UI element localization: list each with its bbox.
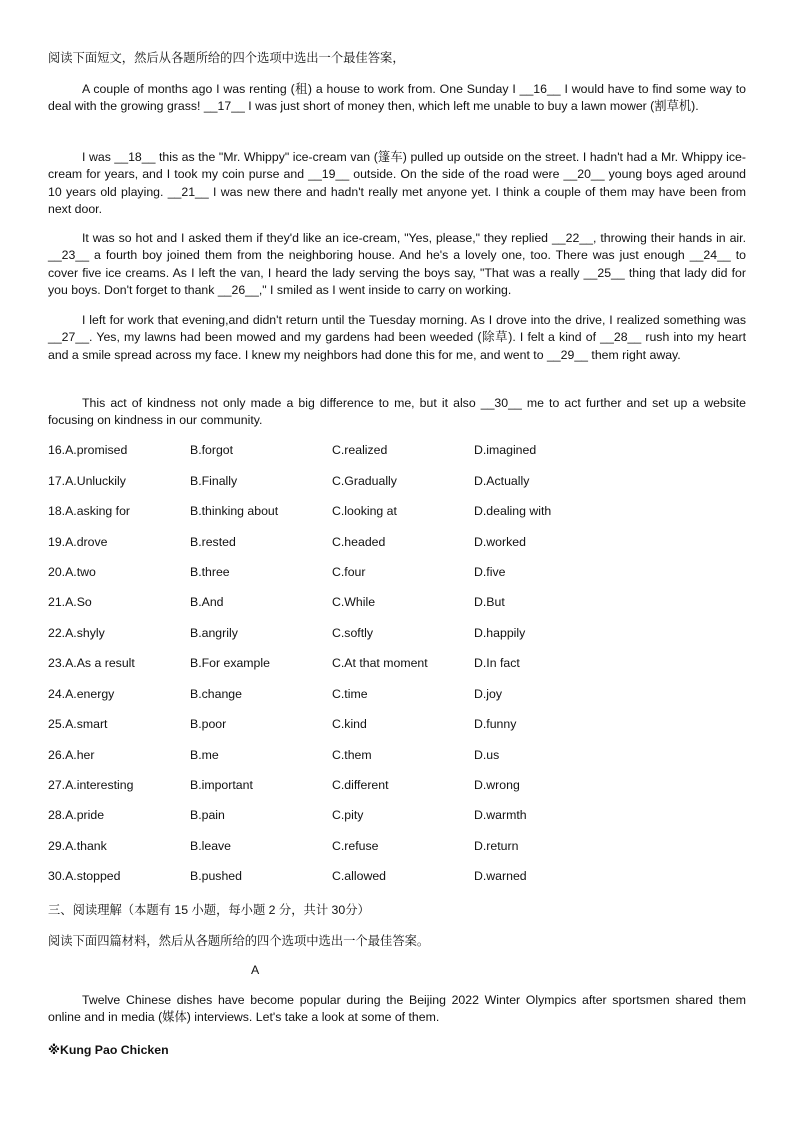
option-25-c: C.kind: [332, 717, 367, 731]
question-17-options: [48, 474, 748, 492]
option-23-b: B.For example: [190, 656, 270, 670]
question-19-options: [48, 535, 748, 553]
option-20-d: D.five: [474, 565, 506, 579]
option-27-c: C.different: [332, 778, 389, 792]
question-27-options: [48, 778, 748, 796]
paragraph-4: I left for work that evening,and didn't return until the Tuesday morning. As I drove into the drive, I realized something was __27__. Yes, my lawns had been mowed and my gardens had been weeded (除草). I felt a kind of __28__ rush into my heart and a smile spread across my face. I knew my neighbors had done this for me, and went to __29__ them right away.: [48, 313, 746, 362]
option-30-d: D.warned: [474, 869, 527, 883]
option-30-b: B.pushed: [190, 869, 242, 883]
option-28-b: B.pain: [190, 808, 225, 822]
option-17-a: 17.A.Unluckily: [48, 474, 126, 488]
option-19-c: C.headed: [332, 535, 386, 549]
section-heading: 三、阅读理解（本题有 15 小题，每小题 2 分，共计 30分）: [48, 903, 370, 917]
option-23-a: 23.A.As a result: [48, 656, 135, 670]
option-24-b: B.change: [190, 687, 242, 701]
question-16-options: [48, 443, 748, 461]
option-16-b: B.forgot: [190, 443, 234, 457]
option-18-c: C.looking at: [332, 504, 397, 518]
option-22-c: C.softly: [332, 626, 373, 640]
option-27-d: D.wrong: [474, 778, 520, 792]
option-28-a: 28.A.pride: [48, 808, 105, 822]
dish-heading: ※Kung Pao Chicken: [48, 1043, 169, 1057]
paragraph-2: I was __18__ this as the "Mr. Whippy" ice-cream van (篷车) pulled up outside on the street. I hadn't had a Mr. Whippy ice-cream for years, and I took my coin purse and __19__ outside. On the side of the road were __20__ young boys aged around 10 years old playing. __21__ I was new there and hadn't really met anyone yet. I think a couple of them may have been from next door.: [48, 150, 746, 217]
passage-label: A: [251, 963, 260, 977]
option-16-a: 16.A.promised: [48, 443, 128, 457]
option-29-d: D.return: [474, 839, 519, 853]
paragraph-1: A couple of months ago I was renting (租) a house to work from. One Sunday I __16__ I would have to find some way to deal with the growing grass! __17__ I was just short of money then, which left me unable to buy a lawn mower (割草机).: [48, 82, 746, 114]
option-17-d: D.Actually: [474, 474, 530, 488]
option-22-d: D.happily: [474, 626, 526, 640]
question-30-options: [48, 869, 748, 887]
option-20-b: B.three: [190, 565, 230, 579]
option-30-c: C.allowed: [332, 869, 386, 883]
option-19-a: 19.A.drove: [48, 535, 108, 549]
option-24-a: 24.A.energy: [48, 687, 115, 701]
question-29-options: [48, 839, 748, 857]
option-24-c: C.time: [332, 687, 368, 701]
option-18-d: D.dealing with: [474, 504, 552, 518]
option-28-d: D.warmth: [474, 808, 527, 822]
option-29-b: B.leave: [190, 839, 232, 853]
option-18-b: B.thinking about: [190, 504, 279, 518]
question-20-options: [48, 565, 748, 583]
option-26-a: 26.A.her: [48, 748, 95, 762]
passage-a-intro: Twelve Chinese dishes have become popular during the Beijing 2022 Winter Olympics after sportsmen shared them online and in media (媒体) interviews. Let's take a look at some of them.: [48, 993, 746, 1025]
option-23-d: D.In fact: [474, 656, 520, 670]
option-27-b: B.important: [190, 778, 253, 792]
question-18-options: [48, 504, 748, 522]
option-20-c: C.four: [332, 565, 366, 579]
option-17-c: C.Gradually: [332, 474, 397, 488]
instruction-text-2: 阅读下面四篇材料，然后从各题所给的四个选项中选出一个最佳答案。: [48, 934, 430, 948]
question-23-options: [48, 656, 748, 674]
option-17-b: B.Finally: [190, 474, 238, 488]
option-23-c: C.At that moment: [332, 656, 428, 670]
option-18-a: 18.A.asking for: [48, 504, 131, 518]
option-21-c: C.While: [332, 595, 376, 609]
option-30-a: 30.A.stopped: [48, 869, 121, 883]
option-25-a: 25.A.smart: [48, 717, 108, 731]
option-26-b: B.me: [190, 748, 219, 762]
option-24-d: D.joy: [474, 687, 503, 701]
option-16-d: D.imagined: [474, 443, 537, 457]
option-21-b: B.And: [190, 595, 224, 609]
option-29-c: C.refuse: [332, 839, 379, 853]
question-21-options: [48, 595, 748, 613]
option-21-d: D.But: [474, 595, 505, 609]
question-25-options: [48, 717, 748, 735]
option-26-c: C.them: [332, 748, 372, 762]
option-21-a: 21.A.So: [48, 595, 92, 609]
option-20-a: 20.A.two: [48, 565, 96, 579]
option-27-a: 27.A.interesting: [48, 778, 134, 792]
option-22-a: 22.A.shyly: [48, 626, 105, 640]
question-24-options: [48, 687, 748, 705]
option-25-b: B.poor: [190, 717, 227, 731]
question-26-options: [48, 748, 748, 766]
option-28-c: C.pity: [332, 808, 364, 822]
instruction-text: 阅读下面短文，然后从各题所给的四个选项中选出一个最佳答案，: [48, 51, 405, 65]
option-25-d: D.funny: [474, 717, 517, 731]
option-19-b: B.rested: [190, 535, 236, 549]
question-22-options: [48, 626, 748, 644]
question-28-options: [48, 808, 748, 826]
option-22-b: B.angrily: [190, 626, 238, 640]
paragraph-5: This act of kindness not only made a big difference to me, but it also __30__ me to act further and set up a website focusing on kindness in our community.: [48, 396, 746, 428]
option-19-d: D.worked: [474, 535, 526, 549]
option-29-a: 29.A.thank: [48, 839, 107, 853]
option-26-d: D.us: [474, 748, 500, 762]
paragraph-3: It was so hot and I asked them if they'd like an ice-cream, "Yes, please," they replied __22__, throwing their hands in air. __23__ a fourth boy joined them from the neighboring house. And he's a lovely one, too. There was just enough __24__ to cover five ice creams. As I left the van, I heard the lady serving the boys say, "That was a really __25__ thing that lady did for you boys. Don't forget to thank __26__," I smiled as I went inside to carry on working.: [48, 231, 746, 298]
option-16-c: C.realized: [332, 443, 388, 457]
